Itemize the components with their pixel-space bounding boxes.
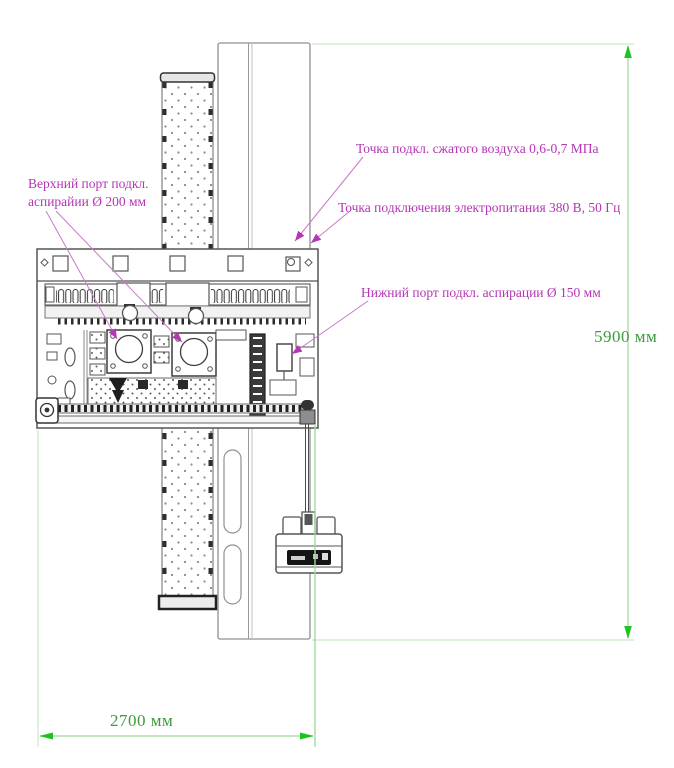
dimension-height-label: 5900 мм (594, 327, 658, 346)
annotation-upper-aspiration-port-line2: аспирайии Ø 200 мм (28, 193, 147, 209)
annotation-power-supply-point: Точка подключения электропитания 380 В, 50 Гц (338, 200, 621, 215)
annotation-upper-aspiration-port (28, 175, 149, 210)
annotation-lower-aspiration-port: Нижний порт подкл. аспирации Ø 150 мм (361, 285, 601, 300)
control-pendant (276, 512, 342, 573)
annotation-compressed-air-point: Точка подкл. сжатого воздуха 0,6-0,7 МПа (356, 141, 599, 156)
machine-body (36, 249, 318, 428)
dimension-width-label: 2700 мм (110, 711, 174, 730)
annotation-upper-aspiration-port-line1: Верхний порт подкл. (28, 176, 149, 191)
